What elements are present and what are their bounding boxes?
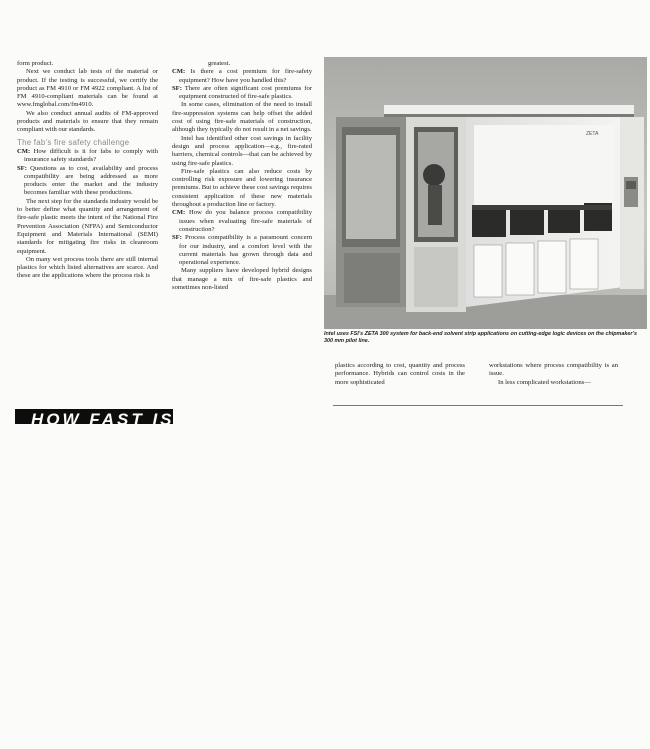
equipment-photo xyxy=(324,57,647,329)
answer-text: There are often significant cost premiums for equipment constructed of fire-safe plastics. xyxy=(179,84,312,101)
speaker-label: SF: xyxy=(17,164,27,172)
answer-text: Process compatibility is a paramount concern for our industry, and a comfort level with the current materials has grown through data and operational experience. xyxy=(179,234,313,267)
next-article-headline: HOW FAST IS T xyxy=(31,410,196,429)
interview-question xyxy=(172,209,312,234)
speaker-label: SF: xyxy=(172,234,182,242)
paragraph: plastics according to cost, quantity and process performance. Hybrids can control costs in the more sophisticated xyxy=(335,362,465,386)
paragraph: Many suppliers have developed hybrid designs that manage a mix of fire-safe plastics and sometimes non-listed xyxy=(172,267,312,292)
paragraph: Intel has identified other cost savings in facility design and process application—e.g., fire-rated barriers, chemical controls—that can be achieved by using fire-safe plastics. xyxy=(172,134,312,167)
interview-question xyxy=(17,148,158,165)
paragraph: form product. xyxy=(17,60,54,67)
paragraph: greatest. xyxy=(208,60,231,67)
interview-answer xyxy=(172,85,312,102)
article-column-4 xyxy=(489,362,618,387)
interview-answer xyxy=(17,165,158,198)
answer-text: Questions as to cost, availability and process compatibility are being addressed as more products enter the market and the industry becomes familiar with these productions. xyxy=(24,164,158,197)
question-text: How difficult is it for fabs to comply with insurance safety standards? xyxy=(24,147,158,164)
question-text: Is there a cost premium for fire-safety equipment? How have you handled this? xyxy=(179,68,312,84)
paragraph: In less complicated workstations— xyxy=(498,378,591,386)
paragraph: On many wet process tools there are still internal plastics for which listed alternatives are scarce. And these are the applications where the process risk is xyxy=(17,255,158,280)
interview-question xyxy=(172,68,312,85)
speaker-label: CM: xyxy=(172,68,186,76)
question-text: How do you balance process compatibility issues when evaluating fire-safe materials of construction? xyxy=(179,209,312,233)
article-column-3 xyxy=(335,362,465,387)
next-article-headline-banner xyxy=(15,409,196,429)
section-heading: The fab’s fire safety challenge xyxy=(17,137,130,147)
paragraph: We also conduct annual audits of FM-approved products and materials to ensure that they remain compliant with our standards. xyxy=(17,109,158,134)
machine-brand-label: ZETA xyxy=(586,131,599,137)
paragraph: workstations where process compatibility is an issue. xyxy=(489,362,618,378)
paragraph: In some cases, elimination of the need to install fire-suppression systems can help offset the added cost of using fire-safe materials of construction, although they typically do not result in a net savings. xyxy=(172,101,312,134)
speaker-label: CM: xyxy=(172,209,186,217)
paragraph: The next step for the standards industry would be to better define what quantity and arrangement of fire-safe plastic meets the intent of the National Fire Prevention Association (NFPA) and Semiconductor Equipment and Materials International (SEMI) standards for mitigating fire risks in cleanroom equipment. xyxy=(17,197,158,255)
article-column-1 xyxy=(17,60,158,281)
interview-answer xyxy=(172,234,312,267)
article-column-2 xyxy=(172,60,312,292)
photo-caption: Intel uses FSI’s ZETA 300 system for back-end solvent strip applications on cutting-edge logic devices on the chipmaker’s 300 mm pilot line. xyxy=(324,331,638,344)
speaker-label: CM: xyxy=(17,147,31,155)
column-divider xyxy=(333,405,623,406)
paragraph: Next we conduct lab tests of the material or product. If the testing is successful, we certify the product as FM 4910 or FM 4922 compliant. A list of FM 4910-compliant materials can be found at www.fmglobal.com/fm4910. xyxy=(17,68,158,109)
wet-process-tool-image xyxy=(324,57,647,329)
speaker-label: SF: xyxy=(172,84,182,92)
paragraph: Fire-safe plastics can also reduce costs by controlling risk exposure and lowering insurance premiums. But to achieve these cost savings requires consistent application of these new materials throughout a production line or factory. xyxy=(172,167,312,209)
